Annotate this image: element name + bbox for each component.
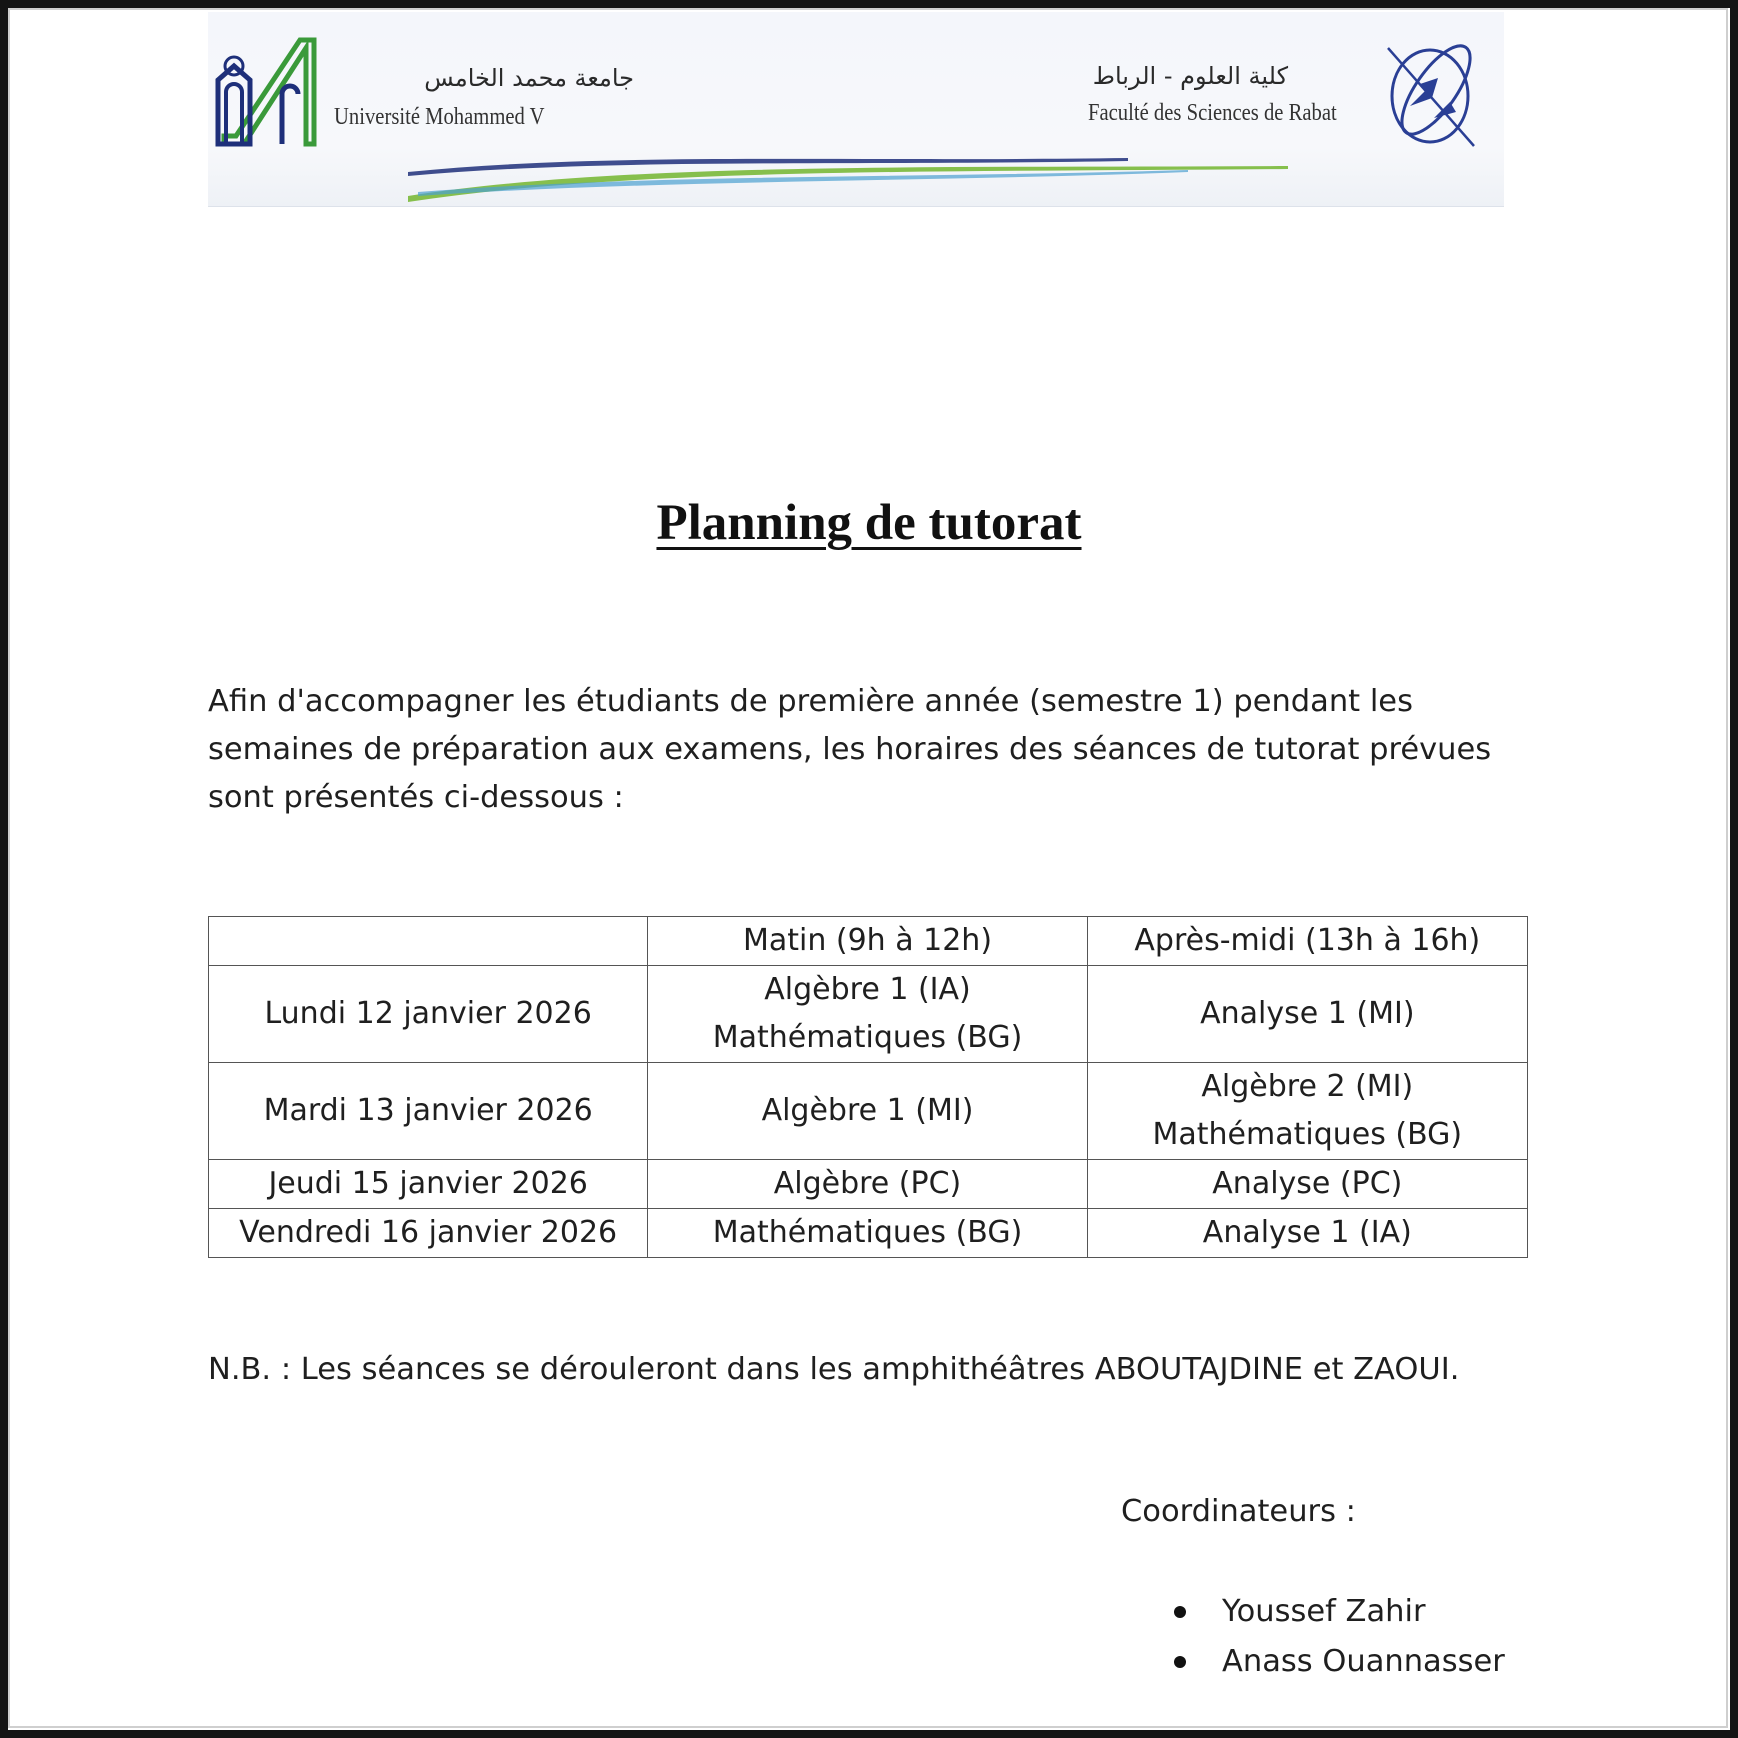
session: Algèbre 2 (MI) (1201, 1069, 1414, 1104)
coordinators-list (1168, 1592, 1505, 1692)
row-afternoon (1087, 1160, 1527, 1209)
table-row (209, 1209, 1528, 1258)
page-title-text: Planning de tutorat (656, 495, 1082, 551)
session: Mathématiques (BG) (712, 1020, 1023, 1055)
row-day: Lundi 12 janvier 2026 (209, 966, 648, 1063)
intro-paragraph: Afin d'accompagner les étudiants de première année (semestre 1) pendant les semaines de préparation aux examens, les horaires des séances de tutorat prévues sont présentés ci-dessous : (208, 684, 1492, 815)
university-logo-icon (214, 36, 318, 148)
note-text: N.B. : Les séances se dérouleront dans les amphithéâtres ABOUTAJDINE et ZAOUI. (208, 1352, 1460, 1387)
session: Algèbre (PC) (773, 1166, 962, 1201)
row-morning (648, 1160, 1087, 1209)
university-name-ar: جامعة محمد الخامس (424, 64, 634, 92)
session: Analyse 1 (IA) (1202, 1215, 1412, 1250)
row-morning (648, 966, 1087, 1063)
header-afternoon: Après-midi (13h à 16h) (1087, 917, 1527, 966)
table-row (209, 1160, 1528, 1209)
row-day: Jeudi 15 janvier 2026 (209, 1160, 648, 1209)
coordinators-label: Coordinateurs : (1121, 1494, 1356, 1529)
bullet-icon (1174, 1606, 1186, 1618)
row-day: Vendredi 16 janvier 2026 (209, 1209, 648, 1258)
coordinator-name: Youssef Zahir (1222, 1594, 1426, 1629)
letterhead-wave (408, 152, 1288, 206)
session: Mathématiques (BG) (712, 1215, 1023, 1250)
session: Analyse 1 (MI) (1200, 996, 1415, 1031)
row-day: Mardi 13 janvier 2026 (209, 1063, 648, 1160)
university-name-fr: Université Mohammed V (334, 104, 545, 130)
page-inner-border (8, 8, 1728, 1728)
faculty-name-ar: كلية العلوم - الرباط (1092, 62, 1288, 90)
table-row (209, 1063, 1528, 1160)
faculty-logo-icon (1380, 32, 1480, 152)
table-header-row (209, 917, 1528, 966)
session: Mathématiques (BG) (1152, 1117, 1463, 1152)
tutoring-schedule-table (208, 916, 1528, 1258)
row-morning (648, 1209, 1087, 1258)
list-item (1168, 1592, 1505, 1642)
page-title (0, 494, 1738, 552)
session: Analyse (PC) (1212, 1166, 1403, 1201)
session: Algèbre 1 (MI) (761, 1093, 974, 1128)
coordinator-name: Anass Ouannasser (1222, 1644, 1505, 1679)
session: Algèbre 1 (IA) (764, 972, 971, 1007)
row-afternoon (1087, 1063, 1527, 1160)
header-morning: Matin (9h à 12h) (648, 917, 1087, 966)
table-row (209, 966, 1528, 1063)
list-item (1168, 1642, 1505, 1692)
row-afternoon (1087, 1209, 1527, 1258)
header-empty (209, 917, 648, 966)
row-morning (648, 1063, 1087, 1160)
bullet-icon (1174, 1656, 1186, 1668)
faculty-name-fr: Faculté des Sciences de Rabat (1088, 100, 1337, 126)
row-afternoon (1087, 966, 1527, 1063)
letterhead (208, 12, 1504, 207)
